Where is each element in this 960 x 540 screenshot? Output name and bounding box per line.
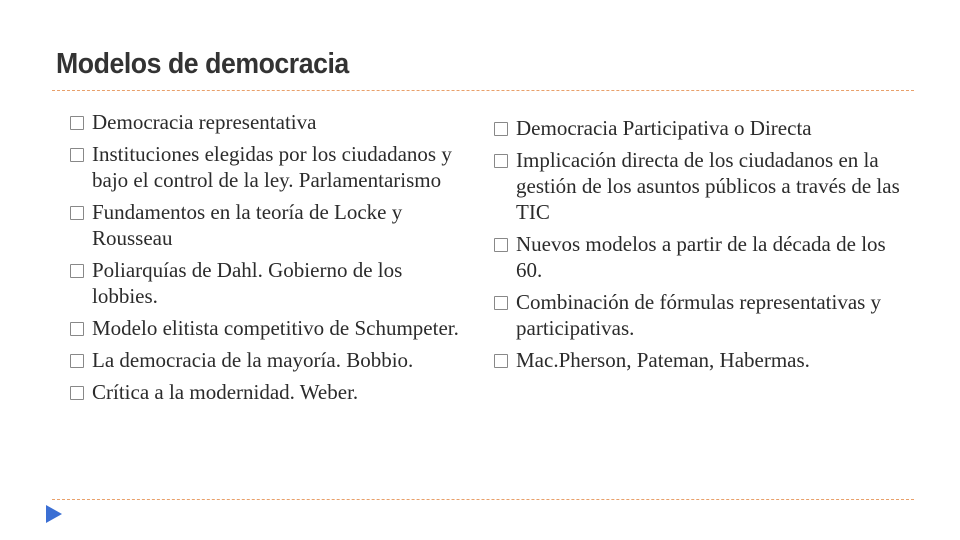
list-item [70, 141, 470, 193]
list-item [70, 315, 470, 341]
list-item [70, 347, 470, 373]
list-item [494, 147, 914, 225]
list-item [70, 199, 470, 251]
square-bullet-icon [70, 206, 84, 220]
list-item [70, 257, 470, 309]
list-item [494, 289, 914, 341]
left-bullet-list [70, 109, 470, 411]
top-divider [52, 90, 914, 91]
list-item-text: La democracia de la mayoría. Bobbio. [92, 348, 414, 372]
list-item [494, 347, 914, 373]
list-item-text: Instituciones elegidas por los ciudadanos y bajo el control de la ley. Parlamentarismo [92, 142, 452, 192]
list-item-text: Nuevos modelos a partir de la década de los 60. [516, 232, 886, 282]
list-item [494, 231, 914, 283]
list-item-text: Combinación de fórmulas representativas y participativas. [516, 290, 882, 340]
list-item-text: Fundamentos en la teoría de Locke y Rousseau [92, 200, 403, 250]
square-bullet-icon [70, 386, 84, 400]
square-bullet-icon [70, 116, 84, 130]
right-bullet-list [494, 115, 914, 379]
square-bullet-icon [70, 264, 84, 278]
list-item [494, 115, 914, 141]
list-item-text: Mac.Pherson, Pateman, Habermas. [516, 348, 810, 372]
play-icon[interactable] [46, 505, 62, 523]
list-item-text: Implicación directa de los ciudadanos en la gestión de los asuntos públicos a través de las TIC [516, 148, 900, 224]
square-bullet-icon [70, 148, 84, 162]
square-bullet-icon [494, 354, 508, 368]
square-bullet-icon [494, 238, 508, 252]
bottom-divider [52, 499, 914, 500]
square-bullet-icon [70, 354, 84, 368]
list-item-text: Poliarquías de Dahl. Gobierno de los lobbies. [92, 258, 403, 308]
list-item-text: Democracia Participativa o Directa [516, 116, 812, 140]
list-item [70, 109, 470, 135]
slide-title: Modelos de democracia [56, 48, 349, 80]
square-bullet-icon [70, 322, 84, 336]
square-bullet-icon [494, 154, 508, 168]
list-item-text: Democracia representativa [92, 110, 317, 134]
square-bullet-icon [494, 122, 508, 136]
list-item-text: Modelo elitista competitivo de Schumpeter. [92, 316, 459, 340]
square-bullet-icon [494, 296, 508, 310]
list-item [70, 379, 470, 405]
list-item-text: Crítica a la modernidad. Weber. [92, 380, 359, 404]
